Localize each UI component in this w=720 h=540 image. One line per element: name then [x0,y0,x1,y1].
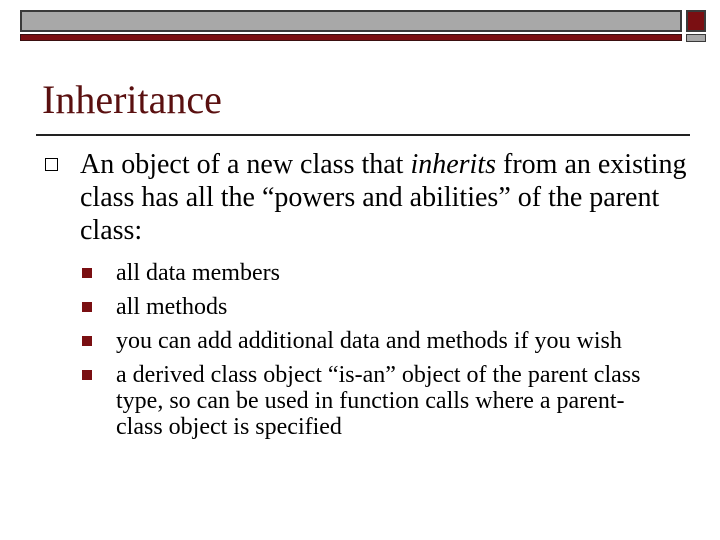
main-text-after: from an existing class has all the “powers and abilities” of the parent class: [80,149,687,246]
filled-square-bullet-icon [82,370,92,380]
sub-bullet-list [82,260,682,448]
sub-bullet-text: a derived class object “is-an” object of the parent class type, so can be used in function calls where a parent-class object is specified [116,362,641,440]
main-text-emphasis: inherits [410,149,497,180]
sub-bullet-item [82,294,656,320]
gray-corner-square [686,34,706,42]
sub-bullet-text: all data members [116,260,280,286]
hollow-square-bullet-icon [45,158,58,171]
sub-bullet-item [82,362,656,440]
main-bullet-text [80,148,690,247]
main-text-before: An object of a new class that [80,149,411,180]
gray-stripe [20,10,682,32]
filled-square-bullet-icon [82,336,92,346]
sub-bullet-item [82,260,656,286]
slide-title: Inheritance [42,77,222,122]
title-underline [36,134,690,136]
filled-square-bullet-icon [82,268,92,278]
red-stripe [20,34,682,41]
red-corner-square [686,10,706,32]
sub-bullet-item [82,328,656,354]
decorative-top-bar [20,10,706,42]
sub-bullet-text: you can add additional data and methods if you wish [116,328,622,354]
filled-square-bullet-icon [82,302,92,312]
sub-bullet-text: all methods [116,294,228,320]
